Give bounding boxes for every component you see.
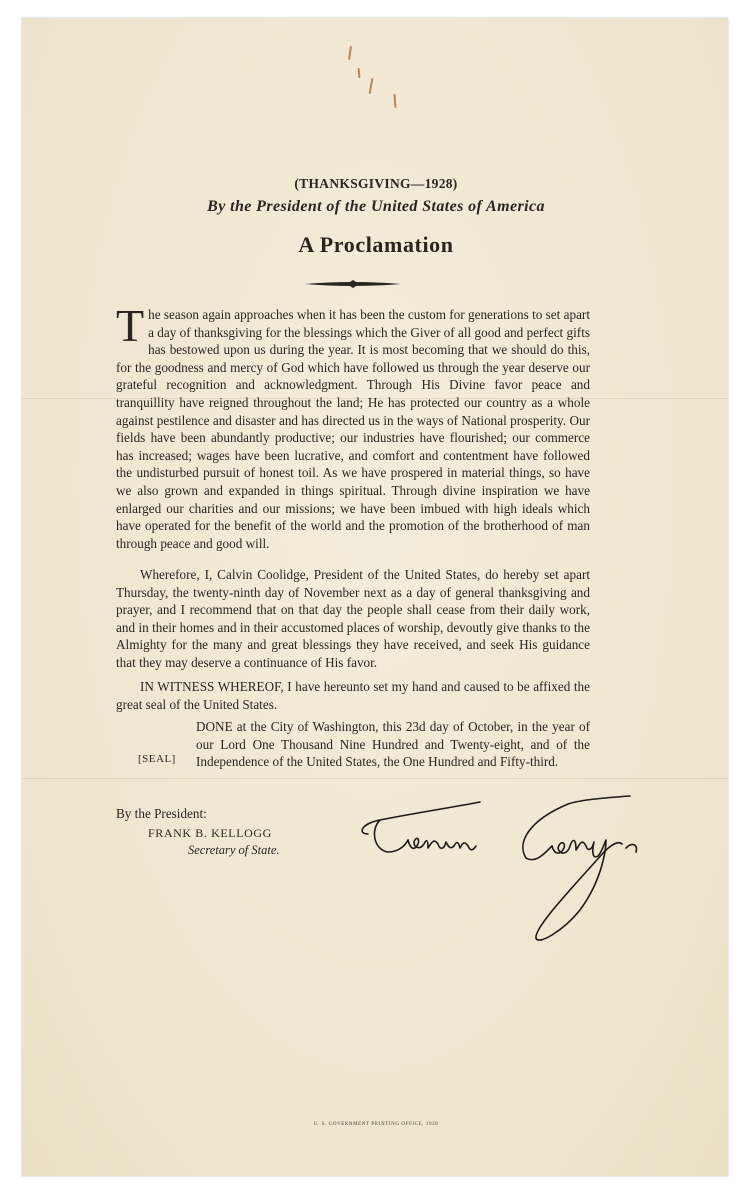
paper-mark bbox=[348, 46, 352, 60]
attestation-by-line: By the President: bbox=[116, 806, 207, 821]
drop-cap: T bbox=[116, 300, 145, 351]
ornament-rule bbox=[303, 278, 403, 290]
paper-mark bbox=[357, 68, 360, 78]
secretary-name: FRANK B. KELLOGG bbox=[148, 826, 272, 840]
document-title: A Proclamation bbox=[298, 232, 454, 257]
paragraph-intro bbox=[116, 300, 590, 552]
issuer-line: By the President of the United States of America bbox=[207, 198, 545, 215]
paper-mark bbox=[369, 78, 374, 94]
paragraph-done: DONE at the City of Washington, this 23d day of October, in the year of our Lord One Thousand Nine Hundred and Twenty-eight, and of the Independence of the United States, the One Hundred and Fifty-third. bbox=[196, 719, 590, 770]
signature bbox=[340, 790, 640, 950]
paper-fold bbox=[22, 778, 728, 779]
paragraph-witness: IN WITNESS WHEREOF, I have hereunto set my hand and caused to be affixed the great seal of the United States. bbox=[116, 679, 590, 712]
paragraph-wherefore: Wherefore, I, Calvin Coolidge, President of the United States, do hereby set apart Thursday, the twenty-ninth day of November next as a day of general thanksgiving and prayer, and I recommend that on that day the people shall cease from their daily work, and in their homes and in their accustomed places of worship, devoutly give thanks to the Almighty for the many and great blessings they have received, and seek His guidance that they may deserve a continuance of His favor. bbox=[116, 567, 590, 670]
secretary-title: Secretary of State. bbox=[188, 843, 280, 857]
proclamation-tag: (THANKSGIVING—1928) bbox=[294, 176, 458, 191]
paragraph-intro-text: he season again approaches when it has been the custom for generations to set apart a day of thanksgiving for the blessings which the Giver of all good and perfect gifts has bestowed upon us during the year. It is most becoming that we should do this, for the goodness and mercy of God which have followed us through the year deserve our grateful recognition and acknowledgment. Through His Divine favor peace and tranquillity have reigned throughout the land; He has protected our country as a whole against pestilence and disaster and has directed us in the ways of National prosperity. Our fields have been abundantly productive; our industries have flourished; our commerce has increased; wages have been lucrative, and comfort and contentment have followed the undisturbed pursuit of honest toil. As we have prospered in material things, so have we also grown and expanded in things spiritual. Through divine inspiration we have enlarged our charities and our missions; we have been imbued with high ideals which have operated for the benefit of the world and the promotion of the brotherhood of man through peace and good will. bbox=[116, 307, 590, 551]
seal-label: [SEAL] bbox=[138, 753, 176, 765]
printer-imprint: U. S. GOVERNMENT PRINTING OFFICE, 1928 bbox=[313, 1122, 439, 1127]
paper-mark bbox=[394, 94, 397, 108]
